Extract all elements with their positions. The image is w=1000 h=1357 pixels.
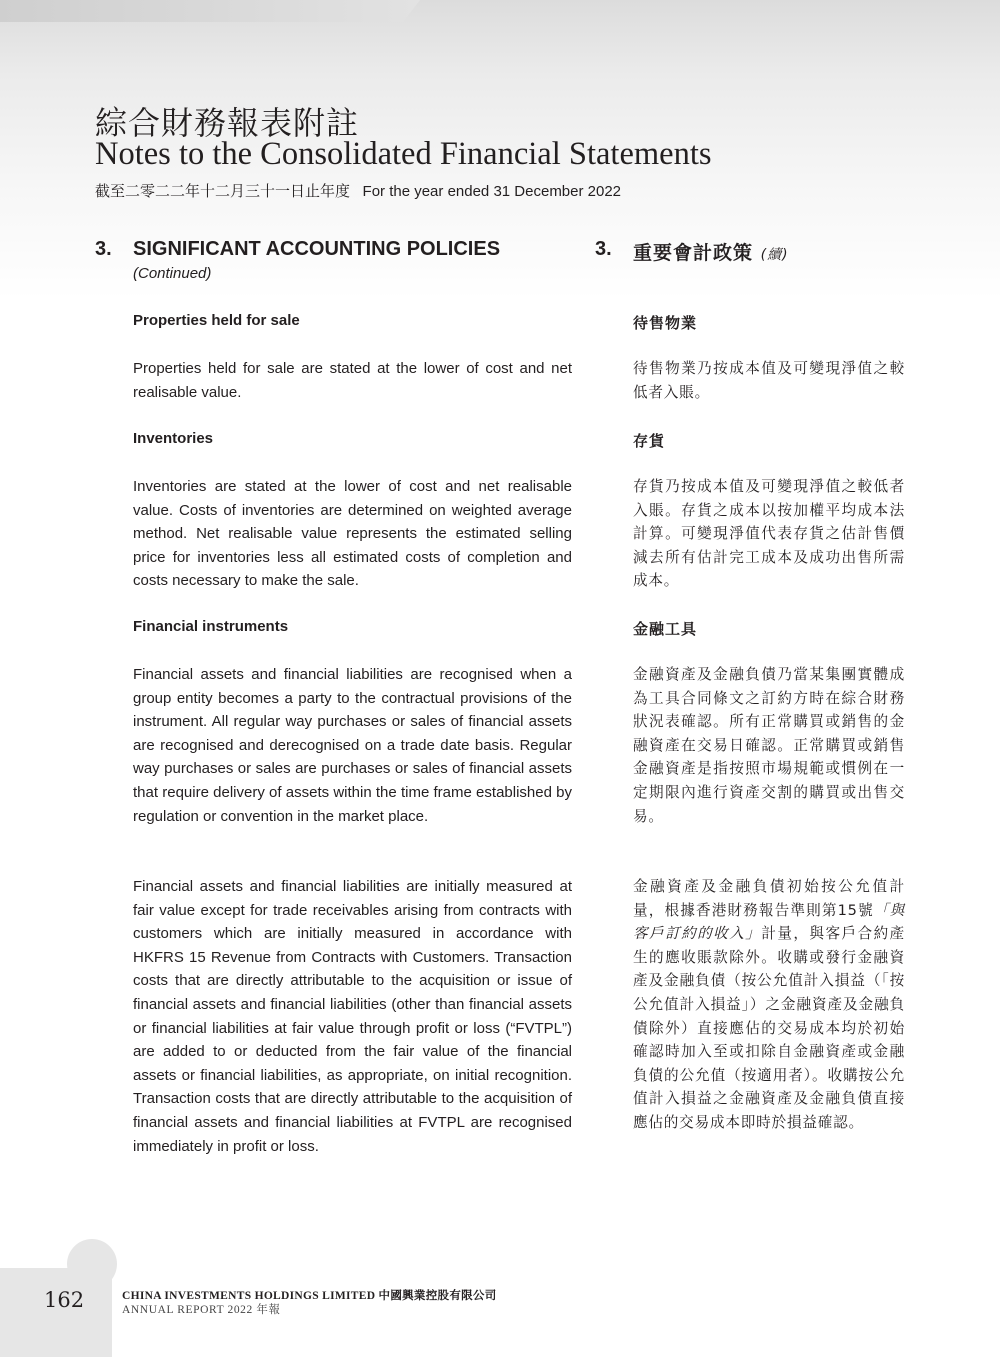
heading-properties-held-for-sale: Properties held for sale <box>133 312 300 329</box>
measurement-text-part-1: 金融資產及金融負債初始按公允值計量，根據香港財務報告準則第15號 <box>633 878 905 919</box>
paragraph-inventories: Inventories are stated at the lower of cost and net realisable value. Costs of inventories are determined on weighted average method. Net realisable value represents the estimated selling price for inventories less all estimated costs of completion and costs necessary to make the sale. <box>133 478 572 590</box>
paragraph-properties-held-for-sale-chinese: 待售物業乃按成本值及可變現淨值之較低者入賬。 <box>633 360 905 401</box>
paragraph-financial-measurement-chinese <box>633 875 905 1135</box>
section-title-chinese <box>633 238 789 265</box>
section-number: 3. <box>95 238 112 260</box>
standard-title-italic: 「與客戶訂約的收入」 <box>633 901 905 943</box>
footer-report-title: ANNUAL REPORT 2022 年報 <box>122 1304 281 1316</box>
header-decoration <box>0 0 420 22</box>
footer-decoration-circle <box>67 1239 117 1289</box>
section-title-english: SIGNIFICANT ACCOUNTING POLICIES <box>133 238 501 260</box>
page-title-chinese: 綜合財務報表附註 <box>95 104 360 142</box>
reporting-period-chinese: 截至二零二二年十二月三十一日止年度 <box>95 183 351 200</box>
section-continued-chinese: (續) <box>760 247 789 263</box>
heading-inventories: Inventories <box>133 430 214 447</box>
section-number-chinese: 3. <box>595 238 612 260</box>
heading-financial-instruments: Financial instruments <box>133 618 289 635</box>
paragraph-properties-held-for-sale: Properties held for sale are stated at the lower of cost and net realisable value. <box>133 360 572 401</box>
heading-properties-held-for-sale-chinese: 待售物業 <box>633 314 698 332</box>
paragraph-financial-recognition: Financial assets and financial liabilities are recognised when a group entity becomes a party to the contractual provisions of the instrument. All regular way purchases or sales of financial assets are recognised and derecognised on a trade date basis. Regular way purchases or sales are purchases or sales of financial assets that require delivery of assets within the time frame established by regulation or convention in the market place. <box>133 666 572 825</box>
section-continued-english: (Continued) <box>133 265 212 282</box>
reporting-period <box>95 180 621 201</box>
paragraph-financial-recognition-chinese: 金融資產及金融負債乃當某集團實體成為工具合同條文之訂約方時在綜合財務狀況表確認。所有正常購買或銷售的金融資產在交易日確認。正常購買或銷售金融資產是指按照市場規範或慣例在一定期限內進行資產交割的購買或出售交易。 <box>633 666 905 825</box>
page-number: 162 <box>44 1288 85 1312</box>
paragraph-inventories-chinese: 存貨乃按成本值及可變現淨值之較低者入賬。存貨之成本以按加權平均成本法計算。可變現淨值代表存貨之估計售價減去所有估計完工成本及成功出售所需成本。 <box>633 478 905 590</box>
paragraph-financial-measurement: Financial assets and financial liabilities are initially measured at fair value except for trade receivables arising from contracts with customers which are initially measured in accordance with HKFRS 15 Revenue from Contracts with Customers. Transaction costs that are directly attributable to the acquisition or issue of financial assets and financial liabilities (other than financial assets or financial liabilities at fair value through profit or loss (“FVTPL”) are added to or deducted from the fair value of the financial assets or financial liabilities, as appropriate, on initial recognition. Transaction costs that are directly attributable to the acquisition of financial assets and financial liabilities at FVTPL are recognised immediately in profit or loss. <box>133 878 572 1155</box>
reporting-period-english: For the year ended 31 December 2022 <box>362 183 622 200</box>
heading-financial-instruments-chinese: 金融工具 <box>633 620 698 638</box>
measurement-text-part-2: 計量，與客戶合約產生的應收賬款除外。收購或發行金融資產及金融負債（按公允值計入損益（「按公允值計入損益」）之金融資產及金融負債除外）直接應佔的交易成本均於初始確認時加入至或扣除自金融資產或金融負債的公允值（按適用者）。收購按公允值計入損益之金融資產及金融負債直接應佔的交易成本即時於損益確認。 <box>633 925 906 1131</box>
heading-inventories-chinese: 存貨 <box>633 432 666 450</box>
section-title-chinese-text: 重要會計政策 <box>633 242 754 264</box>
page-title-english: Notes to the Consolidated Financial Statements <box>95 136 712 172</box>
footer-company-name: CHINA INVESTMENTS HOLDINGS LIMITED 中國興業控股有限公司 <box>122 1290 497 1302</box>
